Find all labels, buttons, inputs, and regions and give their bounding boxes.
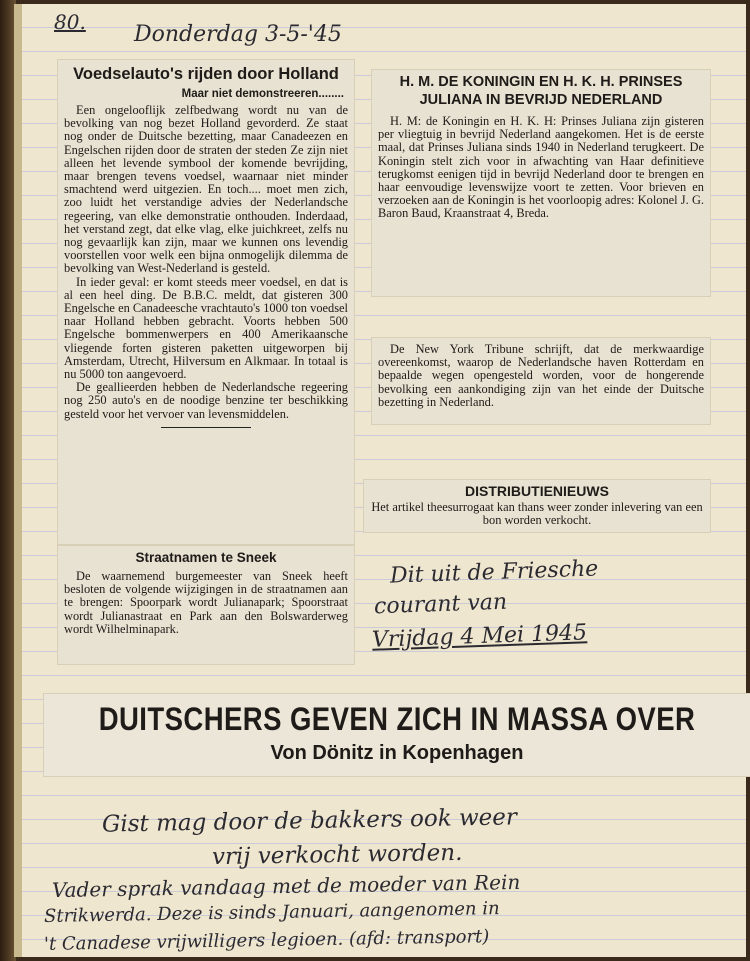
article-divider — [161, 427, 251, 428]
handwritten-note-line: Gist mag door de bakkers ook weer — [101, 804, 518, 838]
article-food-body — [64, 104, 348, 421]
article-distribution-body — [370, 501, 704, 527]
scrapbook-page — [14, 4, 746, 957]
article-food-trucks — [58, 60, 354, 544]
article-food-paragraph: In ieder geval: er komt steeds meer voedsel, en dat is al een heel ding. De B.B.C. meldt, dat gisteren 300 Engelsche en Canadeesche vrachtauto's 1000 ton voedsel naar Holland hebben gebracht. Voorts hebben 500 Engelsche bommenwerpers en 400 Amerikaansche vliegende forten gisteren paketten uitgeworpen bij Amsterdam, Utrecht, Hilversum en Alkmaar. In totaal is nu 5000 ton aangevoerd. — [64, 274, 348, 382]
banner-headline-clip — [44, 694, 750, 776]
article-distribution — [364, 480, 710, 532]
handwritten-note-line: Strikwerda. Deze is sinds Januari, aangenomen in — [43, 898, 500, 927]
article-queen — [372, 70, 710, 296]
article-food-paragraph: Een ongelooflijk zelfbedwang wordt nu van de bevolking van nog bezet Holland gevorderd. Ze staat nog onder de Duitsche bezetting, maar Canadeezen en Engelschen rijden door de straten der steden Ze zijn niet alleen het levende symbool der komende bevrijding, maar brengen tevens voedsel, waarnaar niet minder smachtend werd uitgezien. En toch.... moet men zich, zoo luidt het verstandige advies der Nederlandsche regeering, van elke demonstratie onthouden. Inderdaad, het verstand zegt, dat elke vlag, elke juichkreet, zelfs nu nog gevaarlijk kan zijn, maar we kunnen ons levendig voorstellen voor welk een bijna onmogelijk dilemma de bevolking van West-Nederland is gesteld. — [64, 103, 348, 276]
handwritten-note-line: vrij verkocht worden. — [211, 839, 463, 871]
source-note-line: courant van — [373, 589, 508, 620]
article-tribune — [372, 338, 710, 424]
banner-subhead: Von Dönitz in Kopenhagen — [270, 742, 524, 764]
handwritten-note-line: Vader sprak vandaag met de moeder van Rein — [51, 869, 521, 903]
article-distribution-text: Het artikel theesurrogaat kan thans weer zonder inlevering van een bon worden verkocht. — [371, 500, 703, 528]
date-note: Donderdag 3-5-'45 — [134, 22, 342, 47]
article-food-paragraph: De geallieerden hebben de Nederlandsche regeering nog 250 auto's en de noodige benzine ter beschikking gesteld voor het vervoer van levensmiddelen. — [64, 380, 348, 421]
article-streets-headline: Straatnamen te Sneek — [135, 550, 277, 565]
article-street-names — [58, 546, 354, 664]
article-streets-text: De waarnemend burgemeester van Sneek heeft besloten de volgende wijzigingen in de straatnamen aan te brengen: Spoorpark wordt Julianapark; Spoorstraat wordt Julianastraat en Park aan den Bolswarderweg wordt Wilhelminapark. — [64, 569, 348, 636]
article-food-headline: Voedselauto's rijden door Holland — [73, 65, 339, 83]
article-food-subhead: Maar niet demonstreeren........ — [181, 88, 344, 100]
article-queen-headline: H. M. DE KONINGIN EN H. K. H. PRINSES JULIANA IN BEVRIJD NEDERLAND — [399, 74, 683, 108]
source-note-line: Vrijdag 4 Mei 1945 — [371, 620, 588, 653]
article-tribune-text: De New York Tribune schrijft, dat de merkwaardige overeenkomst, waarop de Nederlandsche haven Rotterdam en bepaalde wegen opengesteld worden, voor de hongerende bevolking een aankondiging zijn van het einde der Duitsche bezetting in Nederland. — [378, 342, 704, 409]
article-streets-body — [64, 570, 348, 636]
page-number: 80. — [54, 10, 86, 34]
article-queen-body — [378, 115, 704, 221]
source-note-line: Dit uit de Friesche — [389, 556, 599, 589]
article-tribune-body — [378, 343, 704, 409]
article-distribution-headline: DISTRIBUTIENIEUWS — [465, 483, 609, 499]
handwritten-note-line: 't Canadese vrijwilligers legioen. (afd: transport) — [43, 926, 490, 955]
article-queen-text: H. M: de Koningin en H. K. H: Prinses Juliana zijn gisteren per vliegtuig in bevrijd Nederland aangekomen. Het is de eerste maal, dat Prinses Juliana sinds 1940 in Nederland terugkeert. De Koningin stelt zich voor in afwachting van Haar definitieve terugkomst eenigen tijd in bevrijd Nederland door te brengen en haar eenvoudige levenswijze voort te zetten. Voor brieven en verzoeken aan de Koningin is het voorloopig adres: Kolonel J. G. Baron Baud, Kraanstraat 4, Breda. — [378, 114, 704, 221]
banner-headline: DUITSCHERS GEVEN ZICH IN MASSA OVER — [98, 701, 696, 737]
